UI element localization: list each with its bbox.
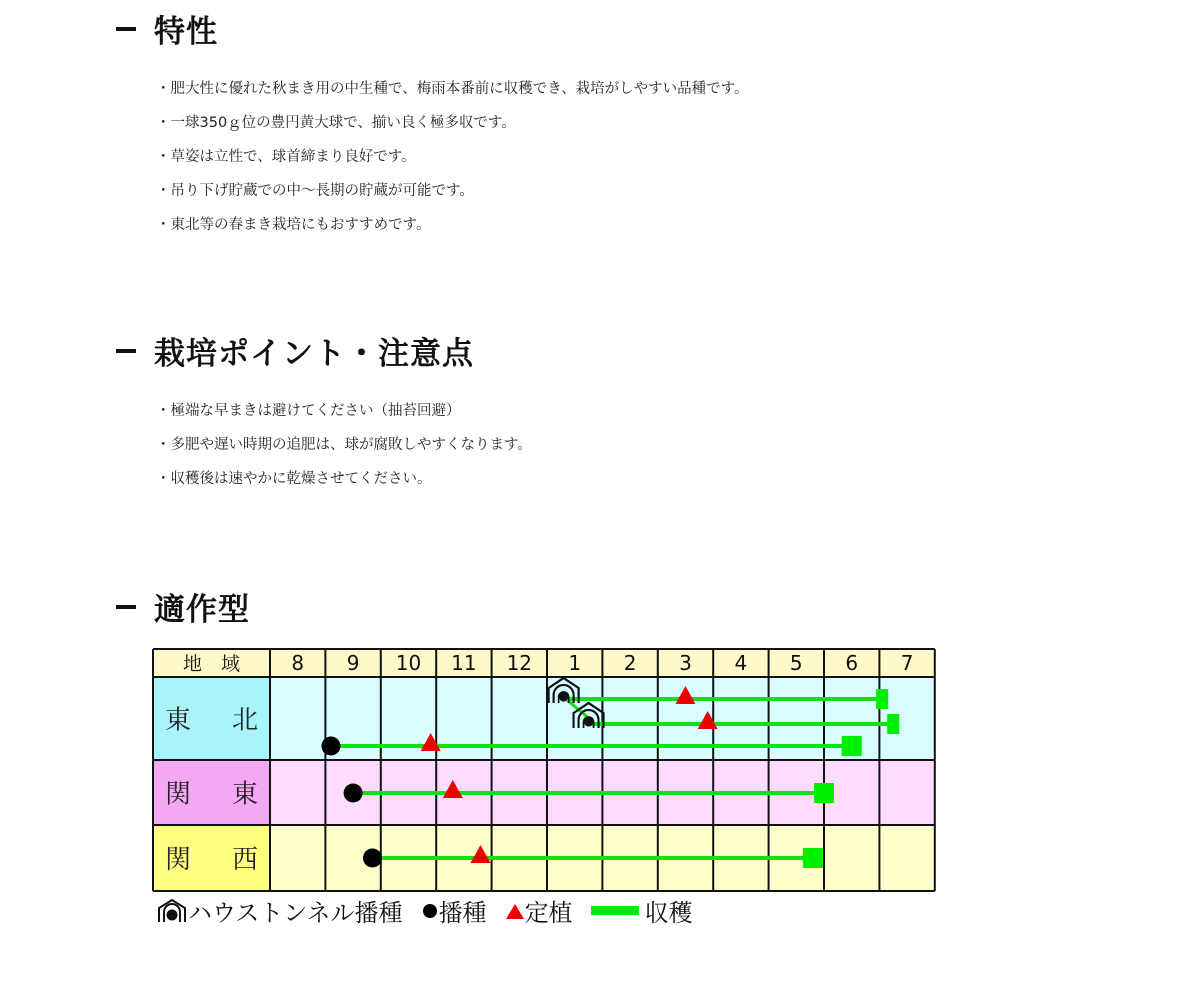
harvest-marker	[876, 689, 888, 709]
list-item: ・ 吊り下げ貯蔵での中～長期の貯蔵が可能です。	[156, 174, 748, 208]
region-name: 関	[165, 779, 192, 810]
harvest-bar-icon	[591, 906, 639, 915]
list-item: ・ 東北等の春まき栽培にもおすすめです。	[156, 208, 748, 242]
month-header: 1	[568, 651, 582, 675]
sowing-dot-icon	[421, 902, 439, 920]
region-name: 東	[165, 705, 192, 736]
legend-label: 播種	[438, 899, 487, 927]
legend-label: 収穫	[644, 899, 693, 927]
month-header: 8	[291, 651, 305, 675]
month-header: 4	[734, 651, 748, 675]
region-name: 東	[231, 779, 258, 810]
list-item: ・ 多肥や遅い時期の追肥は、球が腐敗しやすくなります。	[156, 428, 532, 462]
planting-triangle-icon	[505, 902, 525, 920]
harvest-marker	[814, 783, 834, 803]
month-header: 12	[506, 651, 533, 675]
legend-item-sowing	[421, 893, 487, 928]
house-tunnel-sowing-icon	[156, 897, 188, 925]
section-title: 適作型	[154, 592, 250, 628]
region-header: 地 域	[182, 653, 241, 675]
harvest-marker	[842, 736, 862, 756]
sowing-marker	[363, 849, 382, 868]
month-header: 2	[623, 651, 637, 675]
region-name: 北	[231, 705, 258, 736]
section-title: 特性	[154, 14, 218, 50]
month-header: 5	[789, 651, 803, 675]
list-item: ・ 肥大性に優れた秋まき用の中生種で、梅雨本番前に収穫でき、栽培がしやすい品種です。	[156, 72, 748, 106]
legend-item-house-tunnel	[156, 893, 403, 928]
legend-label: ハウストンネル播種	[188, 899, 403, 927]
month-header: 7	[900, 651, 914, 675]
sowing-marker	[344, 784, 363, 803]
legend-label: 定植	[524, 899, 573, 927]
legend-item-planting	[505, 893, 573, 928]
chart-legend	[156, 893, 711, 928]
month-header: 9	[346, 651, 360, 675]
section-title: 栽培ポイント・注意点	[154, 336, 474, 372]
list-item: ・ 一球350ｇ位の豊円黄大球で、揃い良く極多収です。	[156, 106, 748, 140]
list-item: ・ 収穫後は速やかに乾燥させてください。	[156, 462, 532, 496]
list-item: ・ 極端な早まきは避けてください（抽苔回避）	[156, 394, 532, 428]
list-item: ・ 草姿は立性で、球首締まり良好です。	[156, 140, 748, 174]
region-name: 関	[165, 845, 192, 875]
harvest-marker	[803, 848, 823, 868]
sowing-marker	[321, 737, 340, 756]
region-name: 西	[231, 845, 258, 875]
harvest-marker	[887, 714, 899, 734]
month-header: 3	[679, 651, 692, 675]
month-header: 6	[845, 651, 859, 675]
month-header: 10	[395, 651, 422, 675]
month-header: 11	[451, 651, 477, 675]
legend-item-harvest	[591, 893, 693, 928]
